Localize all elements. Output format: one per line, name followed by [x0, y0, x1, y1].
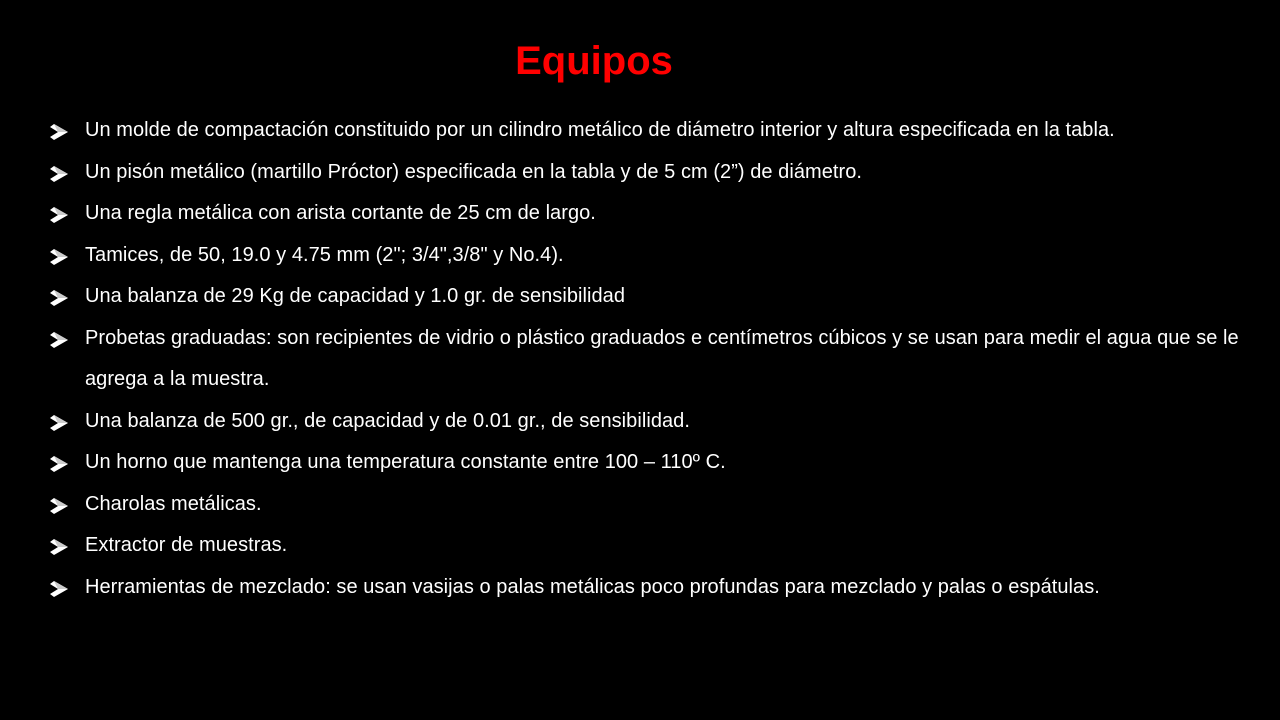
arrowhead-checkmark-icon [50, 415, 68, 431]
list-item-text: Una regla metálica con arista cortante de 25 cm de largo. [85, 202, 596, 224]
list-item-text: Tamices, de 50, 19.0 y 4.75 mm (2"; 3/4",3/8" y No.4). [85, 243, 564, 266]
list-item [50, 442, 1245, 484]
list-item [50, 152, 1245, 194]
list-item-text: Herramientas de mezclado: se usan vasijas o palas metálicas poco profundas para mezclado y palas o espátulas. [85, 575, 1100, 598]
arrowhead-checkmark-icon [50, 581, 68, 597]
list-item [50, 193, 1245, 235]
list-item-text: Charolas metálicas. [85, 492, 262, 515]
arrowhead-checkmark-icon [50, 456, 68, 472]
arrowhead-checkmark-icon [50, 207, 68, 223]
list-item-text: Un pisón metálico (martillo Próctor) especificada en la tabla y de 5 cm (2”) de diámetro. [85, 160, 862, 183]
arrowhead-checkmark-icon [50, 249, 68, 265]
list-item-text: Una balanza de 500 gr., de capacidad y de 0.01 gr., de sensibilidad. [85, 409, 690, 432]
list-item-text: Una balanza de 29 Kg de capacidad y 1.0 gr. de sensibilidad [85, 285, 626, 307]
list-item [50, 276, 1245, 318]
arrowhead-checkmark-icon [50, 166, 68, 182]
list-item [50, 567, 1245, 609]
arrowhead-checkmark-icon [50, 124, 68, 140]
arrowhead-checkmark-icon [50, 332, 68, 348]
list-item [50, 110, 1245, 152]
list-item-text: Extractor de muestras. [85, 534, 288, 556]
arrowhead-checkmark-icon [50, 539, 68, 555]
list-item [50, 525, 1245, 567]
equipment-list [50, 110, 1245, 608]
list-item-text: Un horno que mantenga una temperatura constante entre 100 – 110º C. [85, 451, 726, 473]
list-item [50, 401, 1245, 443]
slide-title: Equipos [515, 39, 673, 83]
list-item [50, 484, 1245, 526]
list-item-text: Probetas graduadas: son recipientes de vidrio o plástico graduados e centímetros cúbicos y se usan para medir el agua que se le agrega a la muestra. [85, 326, 1239, 390]
list-item [50, 235, 1245, 277]
list-item [50, 318, 1245, 401]
arrowhead-checkmark-icon [50, 290, 68, 306]
list-item-text: Un molde de compactación constituido por un cilindro metálico de diámetro interior y altura especificada en la tabla. [85, 119, 1115, 141]
arrowhead-checkmark-icon [50, 498, 68, 514]
